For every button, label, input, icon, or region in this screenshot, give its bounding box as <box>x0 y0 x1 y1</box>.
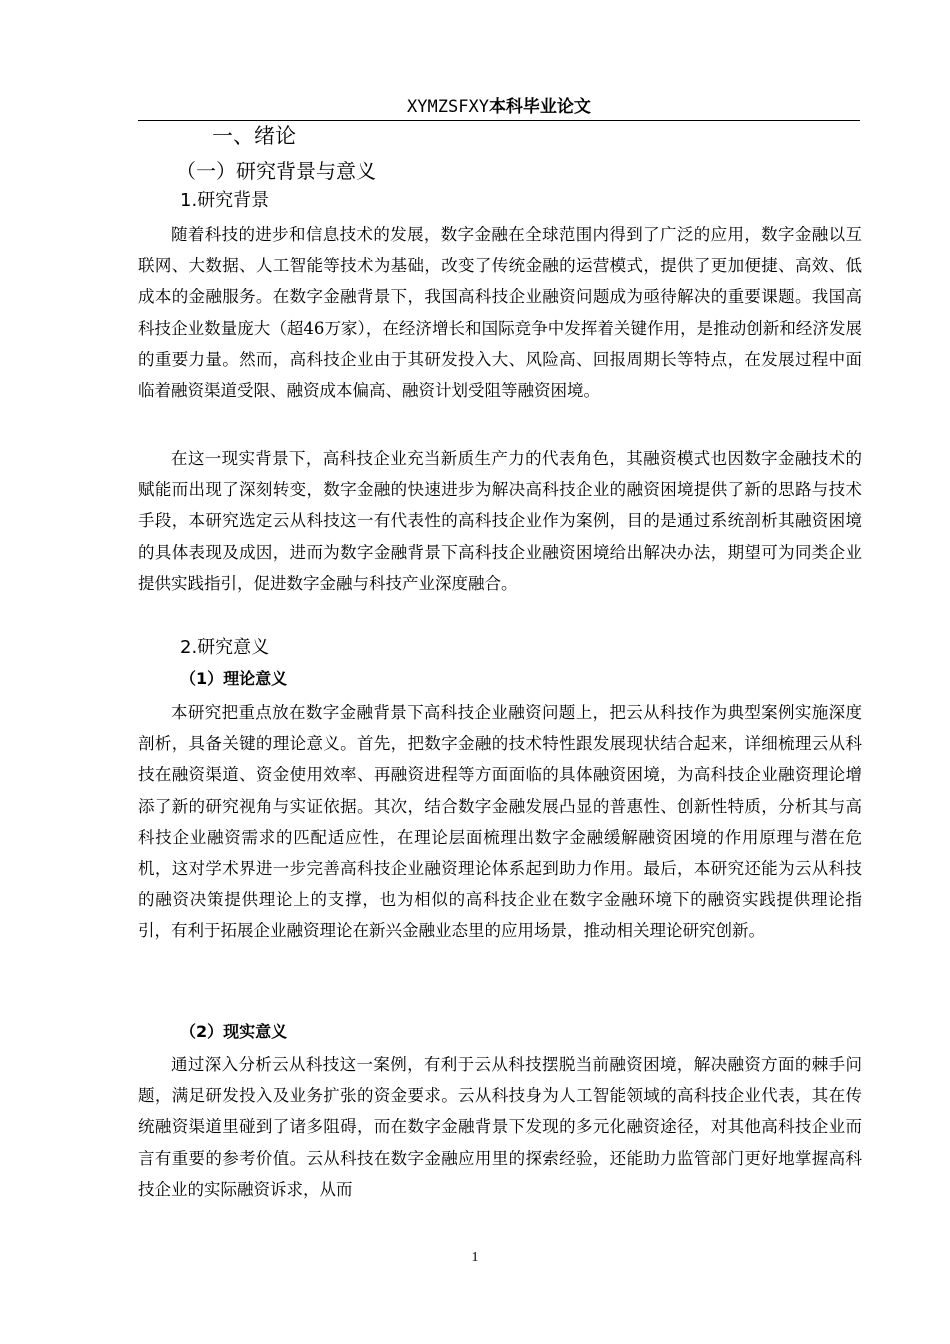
paragraph-theory: 本研究把重点放在数字金融背景下高科技企业融资问题上，把云从科技作为典型案例实施深度剖析，具备关键的理论意义。首先，把数字金融的技术特性跟发展现状结合起来，详细梳理云从科技在融资渠道、资金使用效率、再融资进程等方面面临的具体融资困境，为高科技企业融资理论增添了新的研究视角与实证依据。其次，结合数字金融发展凸显的普惠性、创新性特质，分析其与高科技企业融资需求的匹配适应性，在理论层面梳理出数字金融缓解融资困境的作用原理与潜在危机，这对学术界进一步完善高科技企业融资理论体系起到助力作用。最后，本研究还能为云从科技的融资决策提供理论上的支撑，也为相似的高科技企业在数字金融环境下的融资实践提供理论指引，有利于拓展企业融资理论在新兴金融业态里的应用场景，推动相关理论研究创新。 <box>138 703 862 941</box>
theory-significance-title: （1）理论意义 <box>180 669 288 688</box>
header-code: XYMZSFXY <box>407 97 489 117</box>
header-title: 本科毕业论文 <box>488 97 591 117</box>
paragraph-practice: 通过深入分析云从科技这一案例，有利于云从科技摆脱当前融资困境，解决融资方面的棘手问题，满足研发投入及业务扩张的资金要求。云从科技身为人工智能领域的高科技企业代表，其在传统融资渠道里碰到了诸多阻碍，而在数字金融背景下发现的多元化融资途径，对其他高科技企业而言有重要的参考价值。云从科技在数字金融应用里的探索经验，还能助力监管部门更好地掌握高科技企业的实际融资诉求，从而 <box>138 1055 862 1199</box>
paragraph-background-1: 随着科技的进步和信息技术的发展，数字金融在全球范围内得到了广泛的应用，数字金融以互联网、大数据、人工智能等技术为基础，改变了传统金融的运营模式，提供了更加便捷、高效、低成本的金融服务。在数字金融背景下，我国高科技企业融资问题成为亟待解决的重要课题。我国高科技企业数量庞大（超46万家），在经济增长和国际竞争中发挥着关键作用，是推动创新和经济发展的重要力量。然而，高科技企业由于其研发投入大、风险高、回报周期长等特点，在发展过程中面临着融资渠道受限、融资成本偏高、融资计划受阻等融资困境。 <box>138 225 862 401</box>
page-header <box>138 96 860 121</box>
practice-significance-title: （2）现实意义 <box>180 1022 288 1041</box>
chapter-title: 一、绪论 <box>212 124 296 148</box>
subsection-title-background: 1.研究背景 <box>180 190 270 211</box>
section-title: （一）研究背景与意义 <box>176 159 376 183</box>
paragraph-background-2: 在这一现实背景下，高科技企业充当新质生产力的代表角色，其融资模式也因数字金融技术的赋能而出现了深刻转变，数字金融的快速进步为解决高科技企业的融资困境提供了新的思路与技术手段，本研究选定云从科技这一有代表性的高科技企业作为案例，目的是通过系统剖析其融资困境的具体表现及成因，进而为数字金融背景下高科技企业融资困境给出解决办法，期望可为同类企业提供实践指引，促进数字金融与科技产业深度融合。 <box>138 449 862 593</box>
page-number: 1 <box>471 1250 479 1265</box>
subsection-title-significance: 2.研究意义 <box>180 637 270 658</box>
